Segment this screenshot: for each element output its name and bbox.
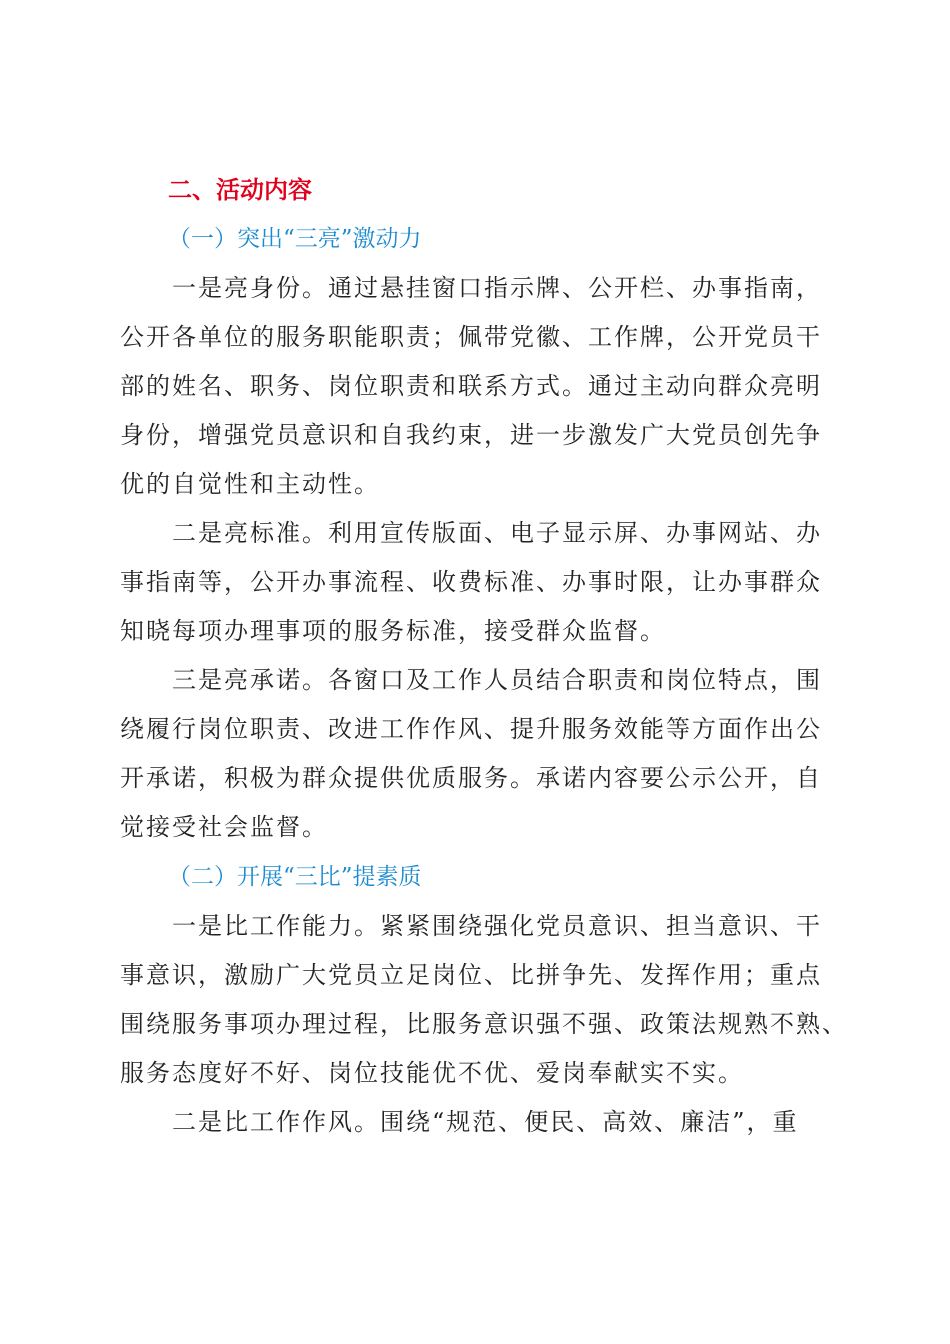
paragraph-line: 知晓每项办理事项的服务标准，接受群众监督。 [120, 617, 666, 645]
paragraph-line: 身份，增强党员意识和自我约束，进一步激发广大党员创先争 [120, 421, 822, 449]
paragraph-line: 一是亮身份。通过悬挂窗口指示牌、公开栏、办事指南， [172, 274, 822, 302]
section-heading: 二、活动内容 [168, 176, 312, 204]
paragraph-liang-chengnuo [120, 656, 840, 852]
paragraph-liang-shenfen [120, 264, 840, 509]
paragraph-line: 一是比工作能力。紧紧围绕强化党员意识、担当意识、干 [172, 912, 822, 940]
subsection-heading-1: （一）突出“三亮”激动力 [168, 226, 422, 252]
paragraph-line: 三是亮承诺。各窗口及工作人员结合职责和岗位特点，围 [172, 666, 822, 694]
paragraph-line: 公开各单位的服务职能职责；佩带党徽、工作牌，公开党员干 [120, 323, 822, 351]
document-body [120, 166, 848, 1147]
paragraph-line: 事指南等，公开办事流程、收费标准、办事时限，让办事群众 [120, 568, 822, 596]
paragraph-line: 服务态度好不好、岗位技能优不优、爱岗奉献实不实。 [120, 1059, 744, 1087]
paragraph-liang-biaozhun [120, 509, 840, 656]
paragraph-line: 绕履行岗位职责、改进工作作风、提升服务效能等方面作出公 [120, 715, 822, 743]
paragraph-line: 优的自觉性和主动性。 [120, 470, 380, 498]
paragraph-bi-zuofeng [120, 1098, 840, 1147]
paragraph-line: 二是亮标准。利用宣传版面、电子显示屏、办事网站、办 [172, 519, 822, 547]
paragraph-line: 开承诺，积极为群众提供优质服务。承诺内容要公示公开，自 [120, 764, 822, 792]
subsection-heading-2: （二）开展“三比”提素质 [168, 864, 422, 890]
paragraph-line: 事意识，激励广大党员立足岗位、比拼争先、发挥作用；重点 [120, 961, 822, 989]
paragraph-line: 部的姓名、职务、岗位职责和联系方式。通过主动向群众亮明 [120, 372, 822, 400]
paragraph-line: 围绕服务事项办理过程，比服务意识强不强、政策法规熟不熟、 [120, 1010, 848, 1038]
paragraph-line: 二是比工作作风。围绕“规范、便民、高效、廉洁”，重 [172, 1108, 799, 1136]
paragraph-bi-nengli [120, 902, 848, 1098]
paragraph-line: 觉接受社会监督。 [120, 813, 328, 841]
